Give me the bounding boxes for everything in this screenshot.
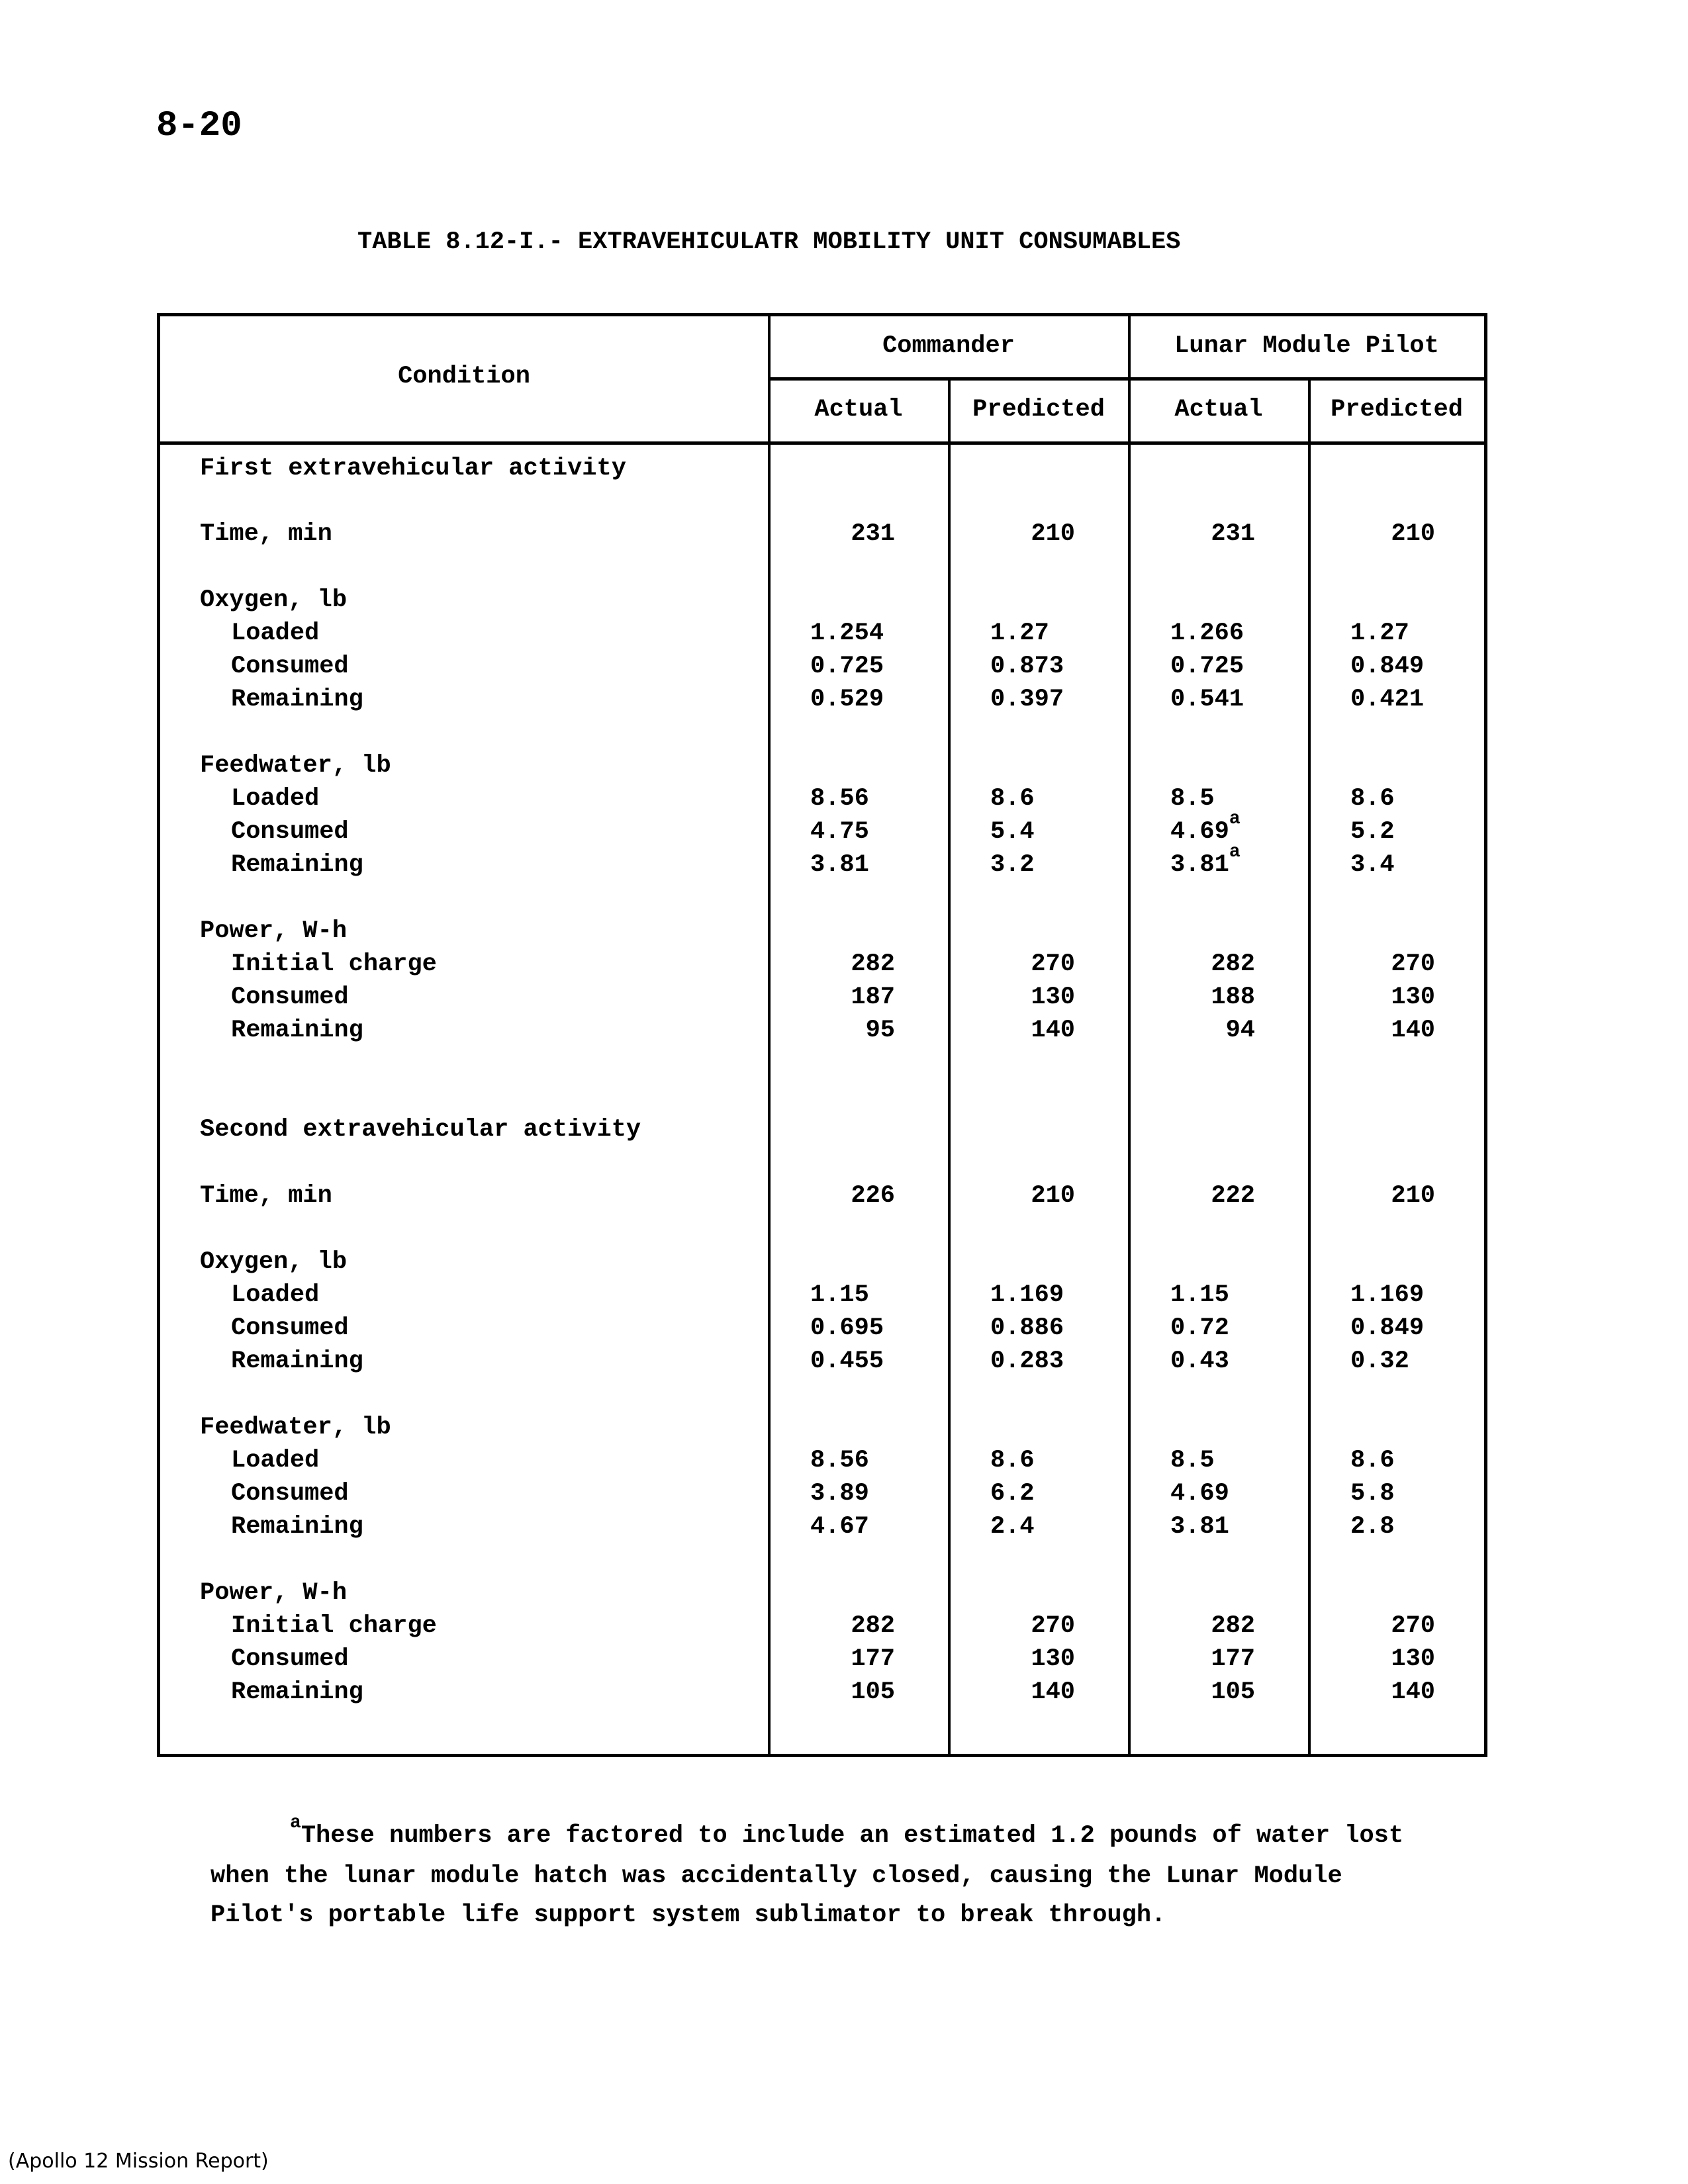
- table-row: [160, 686, 1484, 719]
- value-text: 130: [1391, 1645, 1435, 1673]
- value-text: 226: [851, 1182, 895, 1210]
- value-cell: [1170, 1281, 1229, 1309]
- value-text: 5.8: [1350, 1480, 1395, 1508]
- value-cell: [1350, 1480, 1395, 1508]
- value-text: 1.15: [1170, 1281, 1229, 1309]
- value-cell: [1170, 653, 1244, 680]
- condition-label: Remaining: [231, 851, 363, 879]
- value-text: 8.6: [1350, 1447, 1395, 1475]
- value-text: 8.5: [1170, 785, 1215, 813]
- value-cell: [1309, 1182, 1435, 1210]
- value-cell: [769, 1678, 895, 1706]
- value-cell: [810, 785, 869, 813]
- condition-label: Consumed: [231, 818, 349, 846]
- value-cell: [1170, 1447, 1215, 1475]
- table-row: [160, 1281, 1484, 1314]
- condition-label: Feedwater, lb: [200, 752, 391, 780]
- value-text: 140: [1391, 1678, 1435, 1706]
- value-cell: [810, 1513, 869, 1541]
- value-cell: [1129, 520, 1255, 548]
- value-cell: [769, 1645, 895, 1673]
- table-row: [160, 1678, 1484, 1711]
- table-row: [160, 950, 1484, 983]
- value-text: 0.886: [990, 1314, 1064, 1342]
- source-caption: (Apollo 12 Mission Report): [8, 2150, 269, 2173]
- value-text: 231: [851, 520, 895, 548]
- table-row: [160, 586, 1484, 619]
- table-title: TABLE 8.12-I.- EXTRAVEHICULATR MOBILITY UNIT CONSUMABLES: [357, 228, 1181, 256]
- condition-label: Power, W-h: [200, 917, 348, 945]
- header-divider: [768, 377, 1484, 381]
- value-cell: [769, 983, 895, 1011]
- value-text: 210: [1031, 520, 1075, 548]
- value-cell: [1129, 1612, 1255, 1640]
- value-text: 94: [1225, 1017, 1255, 1044]
- value-text: 130: [1031, 1645, 1075, 1673]
- value-cell: [810, 1447, 869, 1475]
- value-text: 187: [851, 983, 895, 1011]
- value-cell: [990, 818, 1035, 846]
- value-cell: [1129, 1182, 1255, 1210]
- condition-label: Remaining: [231, 1017, 363, 1044]
- value-text: 210: [1391, 1182, 1435, 1210]
- value-cell: [810, 653, 884, 680]
- value-text: 282: [1211, 1612, 1255, 1640]
- value-text: 0.849: [1350, 653, 1425, 680]
- value-text: 4.69: [1170, 818, 1229, 846]
- value-text: 8.56: [810, 785, 869, 813]
- value-cell: [990, 619, 1049, 647]
- value-text: 270: [1391, 950, 1435, 978]
- column-divider: [948, 379, 951, 1754]
- value-cell: [769, 1182, 895, 1210]
- header-condition: Condition: [398, 363, 530, 390]
- value-cell: [1170, 1513, 1229, 1541]
- value-cell: [1350, 686, 1424, 713]
- condition-label: Loaded: [231, 1447, 320, 1475]
- table-row: [160, 983, 1484, 1017]
- value-text: 140: [1031, 1678, 1075, 1706]
- value-text: 3.2: [990, 851, 1035, 879]
- table-row: [160, 1182, 1484, 1215]
- table-row: [160, 1347, 1484, 1381]
- value-text: 140: [1391, 1017, 1435, 1044]
- value-cell: [1309, 1017, 1435, 1044]
- value-text: 3.81: [810, 851, 869, 879]
- value-text: 0.283: [990, 1347, 1064, 1375]
- value-cell: [1350, 1347, 1409, 1375]
- value-cell: [990, 1314, 1064, 1342]
- value-cell: [1170, 1480, 1229, 1508]
- table-row: [160, 1612, 1484, 1645]
- value-text: 1.254: [810, 619, 884, 647]
- condition-label: Loaded: [231, 1281, 320, 1309]
- header-lmp: Lunar Module Pilot: [1174, 332, 1439, 360]
- value-cell: [990, 686, 1064, 713]
- value-text: 3.4: [1350, 851, 1395, 879]
- value-text: 8.56: [810, 1447, 869, 1475]
- value-cell: [990, 1447, 1035, 1475]
- condition-label: Second extravehicular activity: [200, 1116, 641, 1144]
- table-row: [160, 1314, 1484, 1347]
- table-row: [160, 1579, 1484, 1612]
- condition-label: Remaining: [231, 1347, 363, 1375]
- value-text: 270: [1391, 1612, 1435, 1640]
- value-cell: [990, 653, 1064, 680]
- value-cell: [769, 950, 895, 978]
- value-cell: [810, 818, 869, 846]
- value-cell: [949, 1017, 1075, 1044]
- value-text: 177: [851, 1645, 895, 1673]
- value-text: 1.169: [1350, 1281, 1425, 1309]
- value-cell: [1170, 686, 1244, 713]
- value-cell: [990, 851, 1035, 879]
- value-cell: [990, 1480, 1035, 1508]
- table-row: [160, 809, 1484, 851]
- value-text: 4.69: [1170, 1480, 1229, 1508]
- value-text: 1.27: [1350, 619, 1409, 647]
- condition-label: Loaded: [231, 785, 320, 813]
- table-row: [160, 1017, 1484, 1050]
- value-text: 0.725: [810, 653, 884, 680]
- value-cell: [1129, 1678, 1255, 1706]
- table-row: [160, 752, 1484, 785]
- footnote-marker: a: [290, 1813, 301, 1833]
- condition-label: Remaining: [231, 686, 363, 713]
- value-text: 0.43: [1170, 1347, 1229, 1375]
- table-row: [160, 1248, 1484, 1281]
- section-row: [160, 1116, 1484, 1149]
- value-cell: [949, 950, 1075, 978]
- value-text: 0.529: [810, 686, 884, 713]
- condition-label: Loaded: [231, 619, 320, 647]
- condition-label: Consumed: [231, 983, 349, 1011]
- value-text: 8.6: [1350, 785, 1395, 813]
- header-cdr-actual: Actual: [814, 396, 903, 424]
- value-text: 1.266: [1170, 619, 1244, 647]
- value-text: 282: [851, 1612, 895, 1640]
- consumables-table: [157, 313, 1487, 1757]
- condition-label: Consumed: [231, 1314, 349, 1342]
- value-cell: [1129, 950, 1255, 978]
- value-text: 5.4: [990, 818, 1035, 846]
- value-text: 188: [1211, 983, 1255, 1011]
- value-text: 130: [1391, 983, 1435, 1011]
- value-cell: [990, 1281, 1064, 1309]
- value-cell: [1309, 983, 1435, 1011]
- value-text: 270: [1031, 950, 1075, 978]
- condition-label: Remaining: [231, 1678, 363, 1706]
- condition-label: Initial charge: [231, 1612, 437, 1640]
- value-cell: [1129, 1017, 1255, 1044]
- value-cell: [990, 1513, 1035, 1541]
- value-text: 210: [1031, 1182, 1075, 1210]
- value-text: 3.81: [1170, 851, 1229, 879]
- value-text: 3.89: [810, 1480, 869, 1508]
- value-cell: [1309, 1678, 1435, 1706]
- value-text: 1.27: [990, 619, 1049, 647]
- value-text: 0.541: [1170, 686, 1244, 713]
- condition-label: First extravehicular activity: [200, 455, 626, 482]
- value-text: 0.695: [810, 1314, 884, 1342]
- value-text: 105: [1211, 1678, 1255, 1706]
- value-text: 105: [851, 1678, 895, 1706]
- value-cell: [1309, 1612, 1435, 1640]
- value-cell: [1350, 1314, 1424, 1342]
- value-text: 2.4: [990, 1513, 1035, 1541]
- value-cell: [1350, 785, 1395, 813]
- value-cell: [1350, 1513, 1395, 1541]
- table-row: [160, 1645, 1484, 1678]
- page-number: 8-20: [156, 106, 242, 146]
- value-text: 1.15: [810, 1281, 869, 1309]
- table-row: [160, 1513, 1484, 1546]
- value-text: 282: [851, 950, 895, 978]
- value-cell: [1129, 1645, 1255, 1673]
- value-text: 210: [1391, 520, 1435, 548]
- value-text: 231: [1211, 520, 1255, 548]
- value-cell: [1170, 619, 1244, 647]
- value-cell: [949, 1678, 1075, 1706]
- table-row: [160, 619, 1484, 653]
- condition-label: Time, min: [200, 520, 332, 548]
- value-text: 8.6: [990, 785, 1035, 813]
- value-text: 140: [1031, 1017, 1075, 1044]
- value-cell: [949, 983, 1075, 1011]
- value-text: 4.67: [810, 1513, 869, 1541]
- value-text: 8.6: [990, 1447, 1035, 1475]
- condition-label: Oxygen, lb: [200, 586, 348, 614]
- value-cell: [769, 1017, 895, 1044]
- value-cell: [1170, 1314, 1229, 1342]
- value-text: 0.873: [990, 653, 1064, 680]
- value-text: 0.32: [1350, 1347, 1409, 1375]
- value-cell: [990, 1347, 1064, 1375]
- value-cell: [1350, 1281, 1424, 1309]
- table-row: [160, 1480, 1484, 1513]
- value-text: 130: [1031, 983, 1075, 1011]
- value-text: 177: [1211, 1645, 1255, 1673]
- table-row: [160, 520, 1484, 553]
- value-text: 0.455: [810, 1347, 884, 1375]
- condition-label: Initial charge: [231, 950, 437, 978]
- table-row: [160, 1414, 1484, 1447]
- value-cell: [810, 686, 884, 713]
- value-text: 3.81: [1170, 1513, 1229, 1541]
- footnote-text: These numbers are factored to include an estimated 1.2 pounds of water lost when the lunar module hatch was accidentally closed, causing the Lunar Module Pilot's portable life support system sublimator to break through.: [211, 1822, 1404, 1929]
- value-cell: [810, 1314, 884, 1342]
- condition-label: Consumed: [231, 653, 349, 680]
- value-cell: [1350, 653, 1424, 680]
- value-cell: [1170, 842, 1241, 879]
- footnote-marker: a: [1229, 842, 1241, 862]
- value-cell: [1309, 520, 1435, 548]
- condition-label: Oxygen, lb: [200, 1248, 348, 1276]
- value-cell: [1350, 818, 1395, 846]
- footnote-marker: a: [1229, 809, 1241, 829]
- table-row: [160, 917, 1484, 950]
- table-row: [160, 1447, 1484, 1480]
- value-cell: [1170, 1347, 1229, 1375]
- value-text: 0.725: [1170, 653, 1244, 680]
- condition-label: Feedwater, lb: [200, 1414, 391, 1441]
- value-text: 8.5: [1170, 1447, 1215, 1475]
- value-cell: [769, 1612, 895, 1640]
- condition-label: Power, W-h: [200, 1579, 348, 1607]
- value-cell: [810, 1281, 869, 1309]
- value-text: 6.2: [990, 1480, 1035, 1508]
- value-text: 1.169: [990, 1281, 1064, 1309]
- value-text: 282: [1211, 950, 1255, 978]
- header-bottom-rule: [160, 441, 1484, 445]
- value-cell: [1309, 1645, 1435, 1673]
- value-cell: [949, 1612, 1075, 1640]
- header-cdr-predicted: Predicted: [972, 396, 1105, 424]
- value-text: 0.72: [1170, 1314, 1229, 1342]
- column-divider: [1308, 379, 1311, 1754]
- value-text: 270: [1031, 1612, 1075, 1640]
- table-row: [160, 842, 1484, 884]
- value-text: 0.421: [1350, 686, 1425, 713]
- value-cell: [1129, 983, 1255, 1011]
- table-row: [160, 785, 1484, 818]
- value-cell: [1350, 1447, 1395, 1475]
- value-cell: [769, 520, 895, 548]
- value-cell: [990, 785, 1035, 813]
- footnote: [211, 1813, 1455, 1935]
- value-text: 0.849: [1350, 1314, 1425, 1342]
- value-cell: [949, 1182, 1075, 1210]
- value-cell: [1309, 950, 1435, 978]
- value-text: 95: [865, 1017, 895, 1044]
- value-cell: [810, 1480, 869, 1508]
- condition-label: Remaining: [231, 1513, 363, 1541]
- header-commander: Commander: [882, 332, 1015, 360]
- value-text: 5.2: [1350, 818, 1395, 846]
- value-cell: [1350, 851, 1395, 879]
- header-lmp-actual: Actual: [1174, 396, 1263, 424]
- value-cell: [949, 1645, 1075, 1673]
- value-text: 222: [1211, 1182, 1255, 1210]
- value-cell: [949, 520, 1075, 548]
- value-cell: [810, 851, 869, 879]
- value-cell: [810, 1347, 884, 1375]
- value-cell: [1350, 619, 1409, 647]
- table-row: [160, 653, 1484, 686]
- value-text: 4.75: [810, 818, 869, 846]
- value-text: 0.397: [990, 686, 1064, 713]
- value-cell: [810, 619, 884, 647]
- value-cell: [1170, 785, 1215, 813]
- header-lmp-predicted: Predicted: [1331, 396, 1463, 424]
- condition-label: Consumed: [231, 1645, 349, 1673]
- value-text: 2.8: [1350, 1513, 1395, 1541]
- condition-label: Consumed: [231, 1480, 349, 1508]
- section-row: [160, 455, 1484, 488]
- condition-label: Time, min: [200, 1182, 332, 1210]
